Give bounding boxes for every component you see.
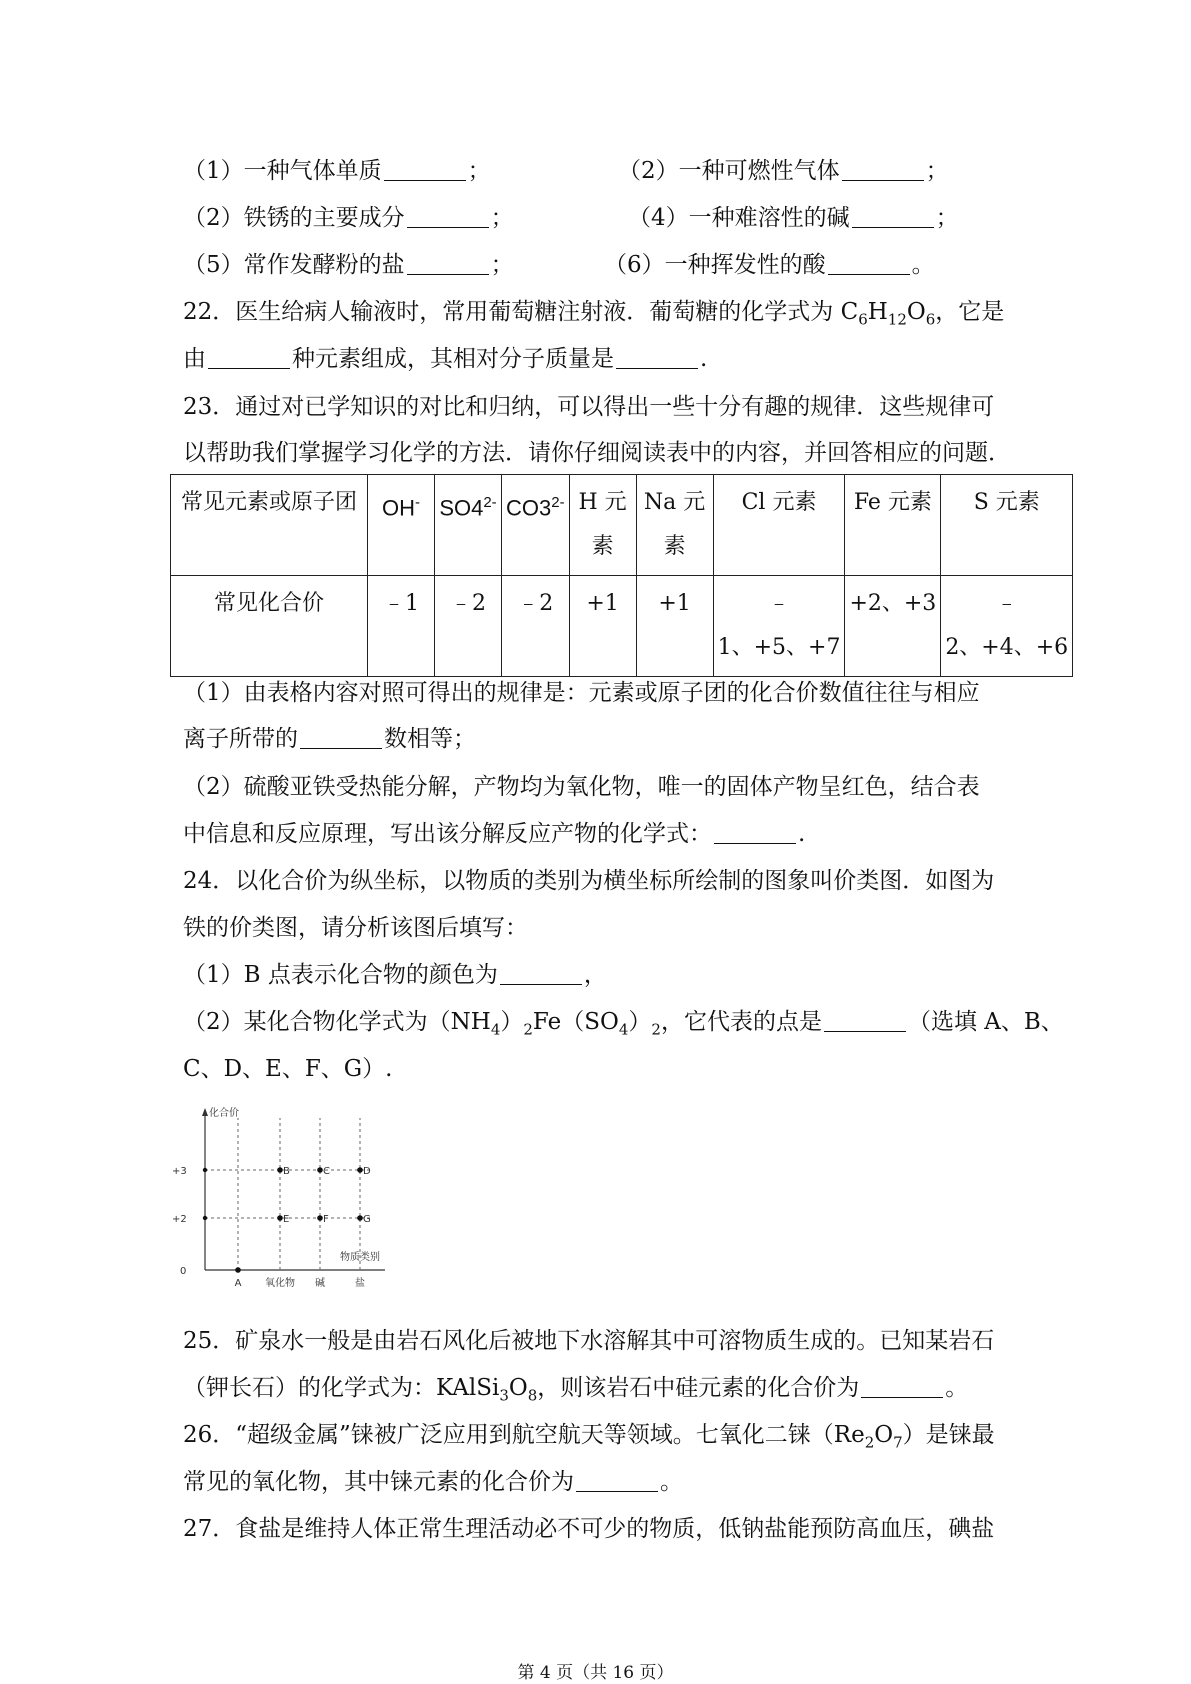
q23-sub1-line-1: （1）由表格内容对照可得出的规律是：元素或原子团的化合价数值往往与相应 <box>183 680 980 706</box>
answer-blank[interactable] <box>828 252 910 275</box>
q21-item-2: （2）一种可燃性气体 ； <box>618 158 949 184</box>
table-row-valence-label: 常见化合价 <box>171 576 368 677</box>
cell-s: S 元素 <box>941 475 1073 576</box>
point-label: B <box>283 1166 290 1177</box>
table-row-header-label: 常见元素或原子团 <box>171 475 368 576</box>
q24-sub2: （2）某化合物化学式为$(NH_4)_2Fe(SO_4)_2$，它代表的点是 （选填 A、B、 <box>183 1009 1064 1039</box>
tick-label: 氧化物 <box>265 1278 295 1289</box>
cell-na: Na 元素 <box>636 475 713 576</box>
y-axis-tick <box>203 1216 207 1220</box>
answer-blank[interactable] <box>384 158 466 181</box>
cell-fe: Fe 元素 <box>845 475 941 576</box>
answer-blank[interactable] <box>616 346 698 369</box>
q22-line-2: 由 种元素组成，其相对分子质量是 . <box>183 346 708 372</box>
q23-sub2-line-1: （2）硫酸亚铁受热能分解，产物均为氧化物，唯一的固体产物呈红色，结合表 <box>183 774 980 800</box>
tick-label: 0 <box>180 1266 187 1277</box>
cell-so4: $SO4^{2-}$ <box>435 475 502 576</box>
cell-cl: Cl 元素 <box>713 475 845 576</box>
valence-s: ﹣2、+4、+6 <box>941 576 1073 677</box>
page-footer: 第 4 页（共 16 页） <box>517 1663 674 1683</box>
q23-line-2: 以帮助我们掌握学习化学的方法．请你仔细阅读表中的内容，并回答相应的问题． <box>183 440 1011 466</box>
q23-sub2-line-2: 中信息和反应原理，写出该分解反应产物的化学式： . <box>183 821 806 847</box>
valence-cl: ﹣1、+5、+7 <box>713 576 845 677</box>
q26-line-1: 26．“超级金属”铼被广泛应用到航空航天等领域。七氧化二铼$(Re_2O_7)$是铼最 <box>183 1422 995 1452</box>
q24-line-2: 铁的价类图，请分析该图后填写： <box>183 915 528 941</box>
q22-line-1: 22．医生给病人输液时，常用葡萄糖注射液．葡萄糖的化学式为 $C_6H_{12}O_6$，它是 <box>183 299 1005 329</box>
data-point <box>317 1215 323 1221</box>
tick-label: A <box>234 1278 242 1289</box>
data-point <box>277 1167 283 1173</box>
answer-blank[interactable] <box>824 1009 906 1032</box>
answer-blank[interactable] <box>500 962 582 985</box>
tick-label: 碱 <box>315 1278 325 1289</box>
q21-item-1: （1）一种气体单质 ； <box>183 158 491 184</box>
tick-label: +2 <box>172 1214 187 1225</box>
data-point <box>235 1267 241 1273</box>
cell-oh: OH- <box>368 475 435 576</box>
q21-item-6: （6）一种挥发性的酸 。 <box>604 252 935 278</box>
point-label: D <box>363 1166 371 1177</box>
point-label: E <box>283 1214 290 1225</box>
answer-blank[interactable] <box>576 1469 658 1492</box>
answer-blank[interactable] <box>407 252 489 275</box>
tick-label: +3 <box>172 1166 187 1177</box>
y-axis-tick <box>203 1168 207 1172</box>
valence-table <box>170 474 1073 677</box>
y-axis-label: 化合价 <box>209 1108 239 1119</box>
point-label: G <box>363 1214 371 1225</box>
answer-blank[interactable] <box>714 821 796 844</box>
data-point <box>317 1167 323 1173</box>
y-axis-arrow <box>202 1108 208 1116</box>
answer-blank[interactable] <box>842 158 924 181</box>
q23-sub1-line-2: 离子所带的 数相等； <box>183 726 476 752</box>
answer-blank[interactable] <box>852 205 934 228</box>
valence-fe: +2、+3 <box>845 576 941 677</box>
tick-label: 盐 <box>355 1278 365 1289</box>
x-axis-label: 物质类别 <box>340 1252 380 1263</box>
table-row-header <box>171 475 1073 576</box>
data-point <box>277 1215 283 1221</box>
q23-line-1: 23．通过对已学知识的对比和归纳，可以得出一些十分有趣的规律．这些规律可 <box>183 394 995 420</box>
q24-line-1: 24．以化合价为纵坐标，以物质的类别为横坐标所绘制的图象叫价类图．如图为 <box>183 868 995 894</box>
answer-blank[interactable] <box>407 205 489 228</box>
q21-item-5: （5）常作发酵粉的盐 ； <box>183 252 514 278</box>
data-point <box>357 1167 363 1173</box>
q27-line-1: 27．食盐是维持人体正常生理活动必不可少的物质，低钠盐能预防高血压，碘盐 <box>183 1516 995 1542</box>
cell-co3: $CO3^{2-}$ <box>502 475 570 576</box>
q26-line-2: 常见的氧化物，其中铼元素的化合价为 。 <box>183 1469 683 1495</box>
q24-sub1: （1）B 点表示化合物的颜色为 ， <box>183 962 607 988</box>
q21-item-4: （4）一种难溶性的碱 ； <box>628 205 959 231</box>
iron-valence-chart <box>170 1100 430 1300</box>
valence-co3: ﹣2 <box>502 576 570 677</box>
answer-blank[interactable] <box>861 1375 943 1398</box>
q21-item-3: （2）铁锈的主要成分 ； <box>183 205 514 231</box>
answer-blank[interactable] <box>208 346 290 369</box>
valence-na: +1 <box>636 576 713 677</box>
data-point <box>357 1215 363 1221</box>
table-row-valence <box>171 576 1073 677</box>
valence-h: +1 <box>569 576 636 677</box>
cell-h: H 元素 <box>569 475 636 576</box>
q24-sub2-line-2: C、D、E、F、G）. <box>183 1056 393 1082</box>
chart-layer <box>172 1106 385 1289</box>
point-label: C <box>323 1166 330 1177</box>
answer-blank[interactable] <box>300 726 382 749</box>
valence-oh: ﹣1 <box>368 576 435 677</box>
point-label: F <box>323 1214 329 1225</box>
valence-so4: ﹣2 <box>435 576 502 677</box>
q25-line-2: （钾长石）的化学式为：$KAlSi_3O_8$，则该岩石中硅元素的化合价为 。 <box>183 1375 969 1405</box>
q25-line-1: 25．矿泉水一般是由岩石风化后被地下水溶解其中可溶物质生成的。已知某岩石 <box>183 1328 995 1354</box>
